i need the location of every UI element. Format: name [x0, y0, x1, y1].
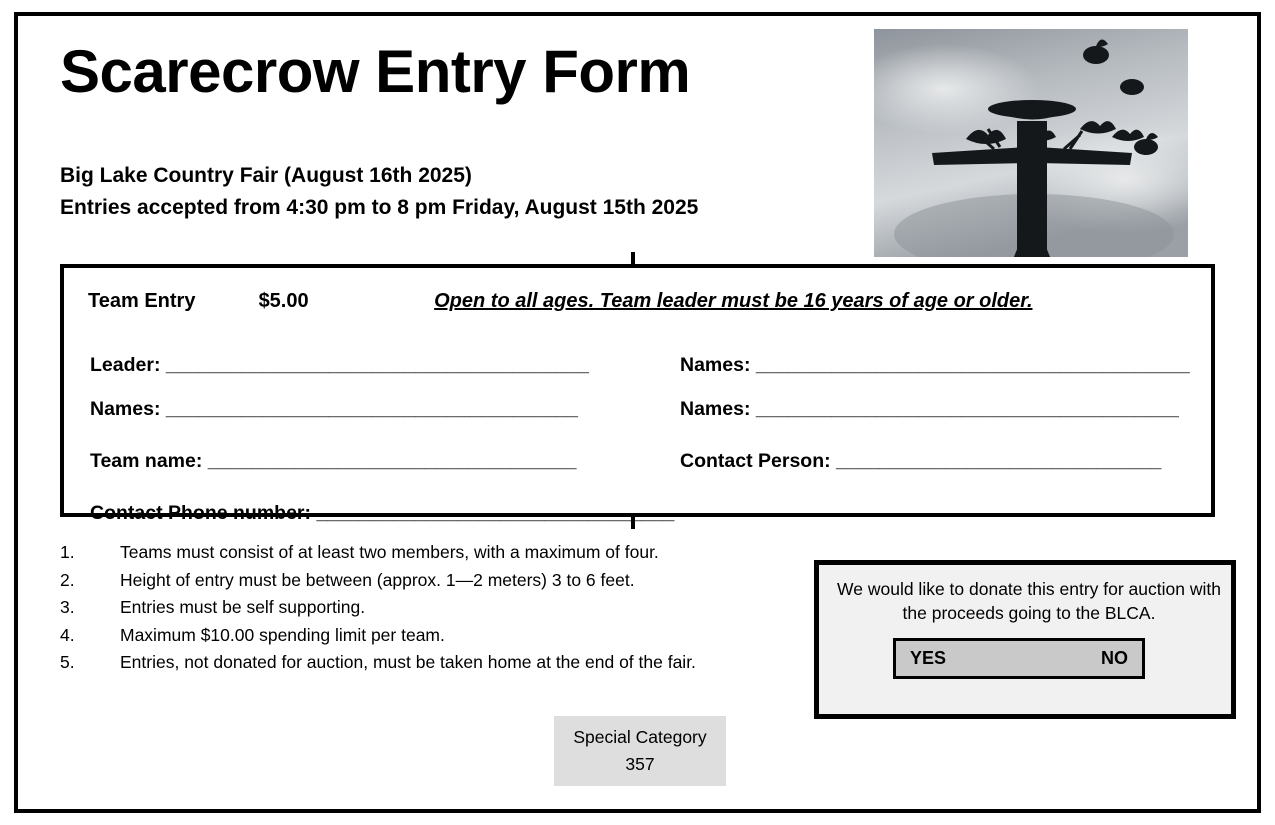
rule-item	[60, 649, 790, 676]
field-contact-phone-rule[interactable]: _________________________________	[316, 502, 675, 524]
field-leader-rule[interactable]: _______________________________________	[165, 354, 589, 376]
field-names-3-label: Names:	[680, 398, 751, 420]
bracket-top-line	[60, 264, 1215, 268]
team-entry-bracket	[60, 264, 1215, 524]
field-contact-phone-label: Contact Phone number:	[90, 502, 312, 524]
rule-number: 1.	[60, 542, 75, 562]
field-names-3-rule[interactable]: _______________________________________	[755, 398, 1179, 420]
donation-no-option[interactable]: NO	[1101, 648, 1128, 668]
rule-item	[60, 594, 790, 621]
rule-item	[60, 539, 790, 566]
field-names-2-label: Names:	[90, 398, 161, 420]
donation-yes-option[interactable]: YES	[910, 648, 947, 668]
special-category-box	[554, 716, 726, 786]
field-names-2[interactable]	[90, 398, 578, 421]
rule-text: Teams must consist of at least two members, with a maximum of four.	[120, 542, 659, 562]
eligibility-note: Open to all ages. Team leader must be 16 years of age or older.	[434, 290, 1033, 312]
form-content	[14, 12, 1261, 813]
rule-item	[60, 567, 790, 594]
field-team-name[interactable]	[90, 450, 577, 473]
field-contact-person-rule[interactable]: ______________________________	[836, 450, 1162, 472]
rule-item	[60, 622, 790, 649]
donation-text: We would like to donate this entry for auction with the proceeds going to the BLCA.	[837, 579, 1221, 623]
scarecrow-photo	[874, 29, 1188, 257]
donation-choice-group[interactable]	[893, 638, 1145, 679]
rule-text: Maximum $10.00 spending limit per team.	[120, 624, 445, 645]
rule-number: 2.	[60, 569, 75, 590]
entry-type-label: Team Entry	[88, 290, 196, 312]
bracket-top-tick	[631, 252, 635, 266]
event-details	[60, 160, 698, 223]
donation-box	[814, 560, 1236, 719]
field-names-1-rule[interactable]: ________________________________________	[755, 354, 1190, 376]
field-names-3[interactable]	[680, 398, 1179, 421]
rule-number: 3.	[60, 597, 75, 618]
rule-number: 5.	[60, 652, 75, 673]
field-team-name-rule[interactable]: __________________________________	[207, 450, 577, 472]
rule-text: Height of entry must be between (approx. 1—2 meters) 3 to 6 feet.	[120, 569, 635, 590]
field-leader-label: Leader:	[90, 354, 161, 376]
field-contact-person[interactable]	[680, 450, 1161, 473]
field-leader[interactable]	[90, 354, 589, 377]
rule-text: Entries, not donated for auction, must be taken home at the end of the fair.	[120, 652, 696, 673]
field-contact-phone[interactable]	[90, 502, 674, 525]
field-team-name-label: Team name:	[90, 450, 203, 472]
field-names-1-label: Names:	[680, 354, 751, 376]
rules-list	[60, 539, 790, 677]
event-name-line: Big Lake Country Fair (August 16th 2025)	[60, 164, 472, 187]
page-title: Scarecrow Entry Form	[60, 38, 691, 105]
rule-text: Entries must be self supporting.	[120, 597, 366, 618]
bracket-left-line	[60, 264, 64, 517]
entry-price: $5.00	[258, 290, 309, 312]
field-names-1[interactable]	[680, 354, 1190, 377]
field-names-2-rule[interactable]: ______________________________________	[165, 398, 578, 420]
special-category-number: 357	[625, 753, 655, 774]
team-entry-row	[88, 290, 1033, 313]
bracket-right-line	[1211, 264, 1215, 517]
entries-accepted-line: Entries accepted from 4:30 pm to 8 pm Friday, August 15th 2025	[60, 195, 699, 219]
special-category-label: Special Category	[573, 727, 707, 747]
rule-number: 4.	[60, 624, 75, 645]
field-contact-person-label: Contact Person:	[680, 450, 831, 472]
